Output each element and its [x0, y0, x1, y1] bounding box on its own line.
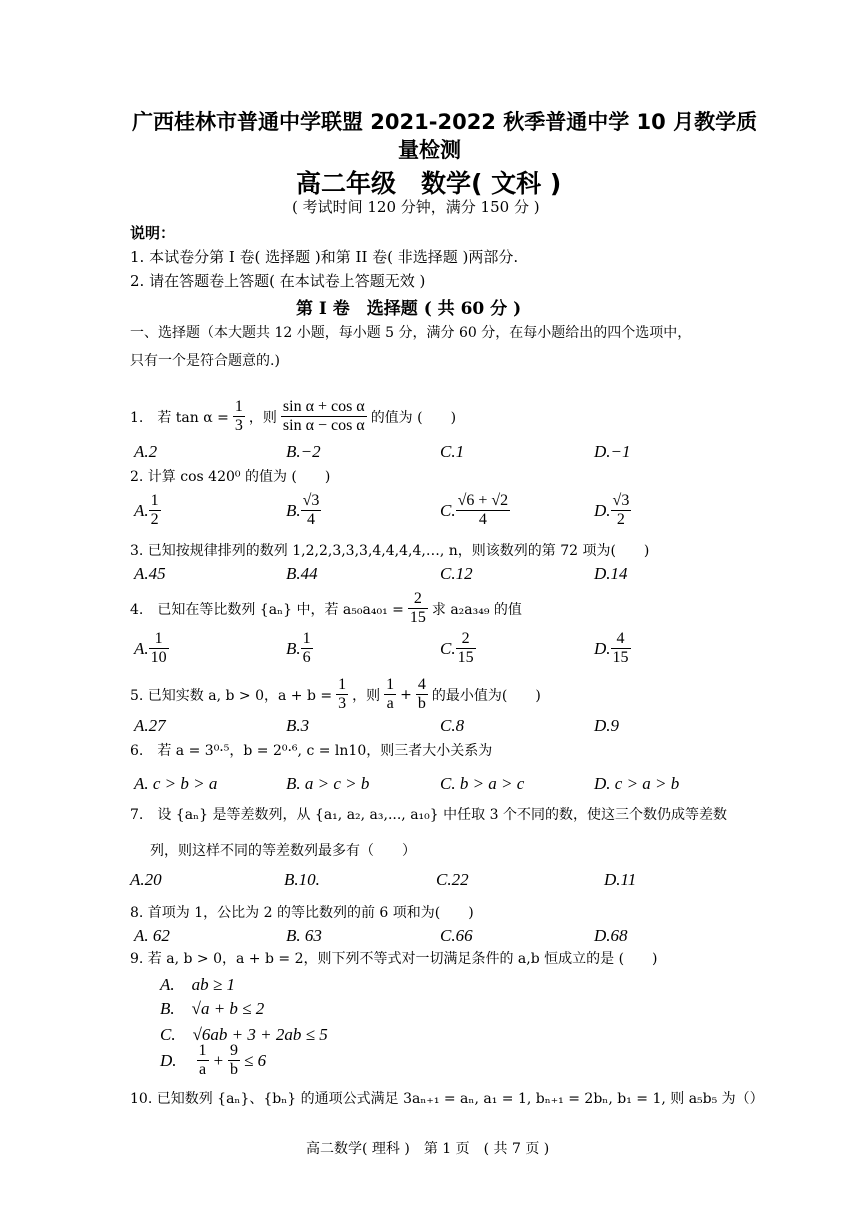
q2-option-a-num: 1 [150, 492, 159, 509]
q9-option-d-label: D. [160, 1050, 177, 1070]
q1-frac-den: 3 [234, 417, 243, 434]
section-intro-line1: 一、选择题（本大题共 12 小题，每小题 5 分，满分 60 分，在每小题给出的四个选项中， [130, 325, 692, 341]
q5-option-c: C.8 [440, 716, 465, 735]
q2-option-a-label: A. [134, 500, 149, 520]
q5-frac1-num: 1 [338, 676, 347, 693]
question-8: 8. 首项为 1，公比为 2 的等比数列的前 6 项和为( ) [130, 905, 474, 921]
q4-option-a-label: A. [134, 638, 149, 658]
q6-option-c: C. b > a > c [440, 774, 525, 793]
q2-option-c-label: C. [440, 500, 456, 520]
question-4 [130, 590, 522, 627]
q8-option-b: B. 63 [286, 926, 322, 945]
q4-option-a-den: 10 [150, 649, 167, 666]
q2-option-d-label: D. [594, 500, 611, 520]
q2-option-c-num: √6 + √2 [457, 492, 509, 509]
q4-option-c-label: C. [440, 638, 456, 658]
q4-option-a-num: 1 [149, 630, 169, 649]
q5-suffix: 的最小值为( ) [431, 687, 541, 704]
q9-option-d-suffix: ≤ 6 [244, 1050, 267, 1070]
question-5 [130, 676, 541, 713]
q5-prefix: 5. 已知实数 a, b > 0，a + b = [130, 687, 333, 704]
q3-option-a: A.45 [134, 564, 166, 583]
q3-option-b: B.44 [286, 564, 318, 583]
q1-fraction [233, 398, 245, 435]
q2-option-a-den: 2 [150, 511, 159, 528]
q2-option-b-num: √3 [302, 492, 320, 509]
q2-option-c-den: 4 [478, 511, 487, 528]
q4-option-b-label: B. [286, 638, 301, 658]
q1-frac2-den: sin α − cos α [282, 417, 365, 434]
q4-prefix: 4. 已知在等比数列 {aₙ} 中，若 a₅₀a₄₀₁ = [130, 601, 404, 618]
q5-fraction-2 [384, 676, 396, 713]
note-2: 2. 请在答题卷上答题( 在本试卷上答题无效 ) [130, 272, 426, 290]
q5-option-d: D.9 [594, 716, 620, 735]
q4-option-d-label: D. [594, 638, 611, 658]
q1-prefix: 1. 若 tan α = [130, 409, 229, 426]
q5-frac3-num: 4 [417, 676, 426, 693]
q9-option-d-frac1 [197, 1042, 209, 1079]
q2-option-d-num: √3 [612, 492, 630, 509]
q4-option-d-num: 4 [611, 630, 631, 649]
question-10: 10. 已知数列 {aₙ}、{bₙ} 的通项公式满足 3aₙ₊₁ = aₙ, a₁ = 1, bₙ₊₁ = 2bₙ, b₁ = 1, 则 a₅b₅ 为（） [130, 1091, 764, 1107]
q8-option-c: C.66 [440, 926, 473, 945]
q2-option-d [594, 492, 631, 529]
exam-subtitle: 高二年级 数学( 文科 ) [296, 169, 562, 198]
q8-option-d: D.68 [594, 926, 628, 945]
q4-option-c-frac [456, 630, 476, 667]
q2-option-c-frac [456, 492, 511, 529]
q4-option-a [134, 630, 169, 667]
q9-option-d [160, 1042, 266, 1079]
q7-option-b: B.10. [284, 870, 320, 889]
q4-option-d-den: 15 [612, 649, 629, 666]
q4-frac-num: 2 [408, 590, 428, 609]
q5-plus: + [400, 686, 412, 703]
question-7-line1: 7. 设 {aₙ} 是等差数列，从 {a₁, a₂, a₃,..., a₁₀} 中任取 3 个不同的数，使这三个数仍成等差数 [130, 807, 727, 823]
q1-fraction-2 [281, 398, 367, 435]
q4-option-c-num: 2 [456, 630, 476, 649]
q5-fraction-1 [336, 676, 348, 713]
q4-option-a-frac [149, 630, 169, 667]
q1-frac-num: 1 [234, 398, 243, 415]
q5-frac3-den: b [417, 695, 426, 712]
q7-option-a: A.20 [130, 870, 162, 889]
q9-option-d-plus: + [212, 1050, 225, 1070]
q4-option-c [440, 630, 476, 667]
q9-option-d-frac2-den: b [230, 1061, 239, 1078]
note-1: 1. 本试卷分第 I 卷( 选择题 )和第 II 卷( 非选择题 )两部分. [130, 248, 519, 266]
q2-option-a [134, 492, 161, 529]
section-title: 第 I 卷 选择题 ( 共 60 分 ) [296, 299, 522, 319]
q5-option-a: A.27 [134, 716, 166, 735]
q1-option-b: B.−2 [286, 442, 321, 461]
q1-option-d: D.−1 [594, 442, 631, 461]
q1-mid: ，则 [248, 409, 277, 426]
q5-frac2-den: a [386, 695, 394, 712]
question-3: 3. 已知按规律排列的数列 1,2,2,3,3,3,4,4,4,4,…, n，则该数列的第 72 项为( ) [130, 543, 650, 559]
question-1 [130, 398, 456, 435]
q2-option-b-den: 4 [307, 511, 316, 528]
notes-heading: 说明： [130, 224, 176, 242]
q9-option-d-frac2-num: 9 [230, 1042, 239, 1059]
q2-option-b-frac [301, 492, 322, 529]
q2-option-a-frac [149, 492, 161, 529]
q9-option-c: C. √6ab + 3 + 2ab ≤ 5 [160, 1025, 328, 1044]
exam-info: ( 考试时间 120 分钟，满分 150 分 ) [292, 198, 540, 216]
q2-option-b [286, 492, 321, 529]
q5-mid: ，则 [352, 687, 381, 704]
q2-option-c [440, 492, 510, 529]
q5-fraction-3 [416, 676, 428, 713]
q2-option-d-den: 2 [616, 511, 625, 528]
q4-option-d-frac [611, 630, 631, 667]
page-footer: 高二数学( 理科 ) 第 1 页 ( 共 7 页 ) [306, 1141, 550, 1157]
q3-option-d: D.14 [594, 564, 628, 583]
question-6: 6. 若 a = 3⁰·⁵，b = 2⁰·⁶, c = ln10，则三者大小关系为 [130, 743, 493, 759]
q5-frac2-num: 1 [386, 676, 395, 693]
q4-fraction [408, 590, 428, 627]
exam-title-line1: 广西桂林市普通中学联盟 2021-2022 秋季普通中学 10 月教学质 [132, 110, 758, 134]
q6-option-b: B. a > c > b [286, 774, 370, 793]
q6-option-d: D. c > a > b [594, 774, 680, 793]
q4-frac-den: 15 [409, 609, 426, 626]
q4-option-c-den: 15 [457, 649, 474, 666]
q9-option-a: A. ab ≥ 1 [160, 975, 235, 994]
q5-option-b: B.3 [286, 716, 310, 735]
q4-option-d [594, 630, 631, 667]
q8-option-a: A. 62 [134, 926, 170, 945]
question-2: 2. 计算 cos 420⁰ 的值为 ( ) [130, 469, 331, 485]
q1-suffix: 的值为 ( ) [370, 409, 457, 426]
q4-option-b-den: 6 [302, 649, 311, 666]
q7-option-d: D.11 [604, 870, 637, 889]
q9-option-d-frac1-num: 1 [198, 1042, 207, 1059]
question-7-line2: 列，则这样不同的等差数列最多有（ ） [150, 843, 416, 859]
q4-option-b-num: 1 [302, 630, 311, 647]
q4-option-b [286, 630, 313, 667]
q2-option-b-label: B. [286, 500, 301, 520]
q3-option-c: C.12 [440, 564, 473, 583]
section-intro-line2: 只有一个是符合题意的.) [130, 353, 280, 369]
q9-option-d-frac1-den: a [198, 1061, 207, 1078]
q2-option-d-frac [611, 492, 632, 529]
q7-option-c: C.22 [436, 870, 469, 889]
q4-suffix: 求 a₂a₃₄₉ 的值 [431, 601, 522, 618]
q1-option-a: A.2 [134, 442, 158, 461]
q1-option-c: C.1 [440, 442, 465, 461]
q9-option-d-frac2 [228, 1042, 240, 1079]
question-9: 9. 若 a, b > 0，a + b = 2，则下列不等式对一切满足条件的 a,b 恒成立的是 ( ) [130, 951, 658, 967]
q4-option-b-frac [301, 630, 313, 667]
q9-option-b: B. √a + b ≤ 2 [160, 999, 265, 1018]
q5-frac1-den: 3 [338, 695, 347, 712]
exam-title-line2: 量检测 [398, 138, 461, 162]
q6-option-a: A. c > b > a [134, 774, 218, 793]
q1-frac2-num: sin α + cos α [282, 398, 365, 415]
